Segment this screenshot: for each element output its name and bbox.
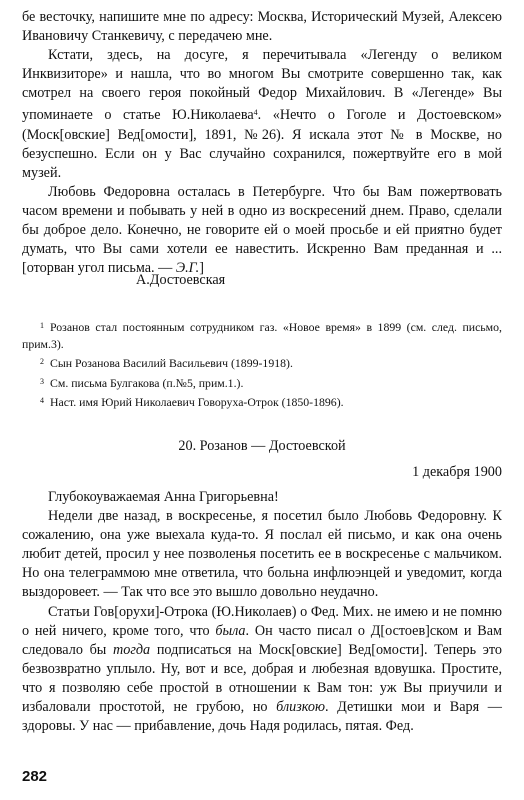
letter-body [22, 488, 502, 736]
footnotes [22, 318, 502, 413]
paragraph-visit: Недели две назад, в воскресенье, я посетил было Любовь Федоровну. К сожалению, она уже выехала куда-то. Я послал ей письмо, и как она очень любит детей, просил у нее позволенья посетить ее в воскресенье с мальчиком. Но она телеграммою мне ответила, что больна инфлюэнцей и уведомит, когда выздоровеет. — Так что все это вышло довольно неудачно. [22, 508, 502, 601]
page-number: 282 [22, 768, 48, 785]
footnote-1: $^1$ Розанов стал постоянным сотрудником газ. «Новое время» в 1899 (см. след. письмо, прим.3). [22, 320, 502, 351]
footnote-ref-4: 4 [253, 108, 258, 118]
paragraph-lyubov: Любовь Федоровна осталась в Петербурге. Что бы Вам пожертвовать часом времени и побывать у ней в одно из воскресений днем. Право, сделали бы доброе дело. Конечно, не говорите ей о моей просьбе и ей приятно будет думать, что Вы сами хотели ее навестить. Искренно Вам преданная и ... [оторван угол письма. — Э.Г.] [22, 183, 502, 277]
letter-date: 1 декабря 1900 [412, 464, 502, 480]
letter-heading: 20. Розанов — Достоевской [178, 438, 346, 454]
salutation: Глубокоуважаемая Анна Григорьевна! [48, 489, 279, 505]
paragraph-articles: Статьи Гов[орухи]-Отрока (Ю.Николаев) о Фед. Мих. не имею и не помню о ней ничего, кроме того, что была. Он часто писал о Д[остоев]ском и Вам следовало бы тогда подписаться на Моск[овские] Вед[омости]. Теперь это безвозвратно уплыло. Ну, вот и все, добрая и любезная вдовушка. Простите, что я позволяю себе простой в отношении к Вам тон: уж Вы приучили и избаловали простотой, не грубою, но близкою. Детишки мои и Варя — здоровы. У нас — прибавление, дочь Надя родилась, пятая. Фед. [22, 603, 502, 735]
footnote-4: $^4$ Наст. имя Юрий Николаевич Говоруха-Отрок (1850-1896). [40, 395, 344, 410]
signature: А.Достоевская [136, 272, 226, 288]
paragraph-legend: Кстати, здесь, на досуге, я перечитывала «Легенду о великом Инквизиторе» и нашла, что во многом Вы смотрите совершенно так, как смотрел на своего героя покойный Федор Михайлович. В «Легенде» Вы упоминаете о статье Ю.Николаева$^4$. «Нечто о Гоголе и Достоевском» (Моск[овские] Вед[омости], 1891, №26). Я искала этот № в Москве, но безуспешно. Если он у Вас случайно сохранился, пожертвуйте его в мой музей. [22, 47, 502, 181]
letter-continuation [22, 8, 502, 278]
footnote-3: $^3$ См. письма Булгакова (п.№5, прим.1.). [40, 375, 244, 390]
footnote-2: $^2$ Сын Розанова Василий Васильевич (1899-1918). [40, 356, 293, 371]
paragraph-address: бе весточку, напишите мне по адресу: Москва, Исторический Музей, Алексею Ивановичу Станкевичу, с передачею мне. [22, 9, 502, 45]
